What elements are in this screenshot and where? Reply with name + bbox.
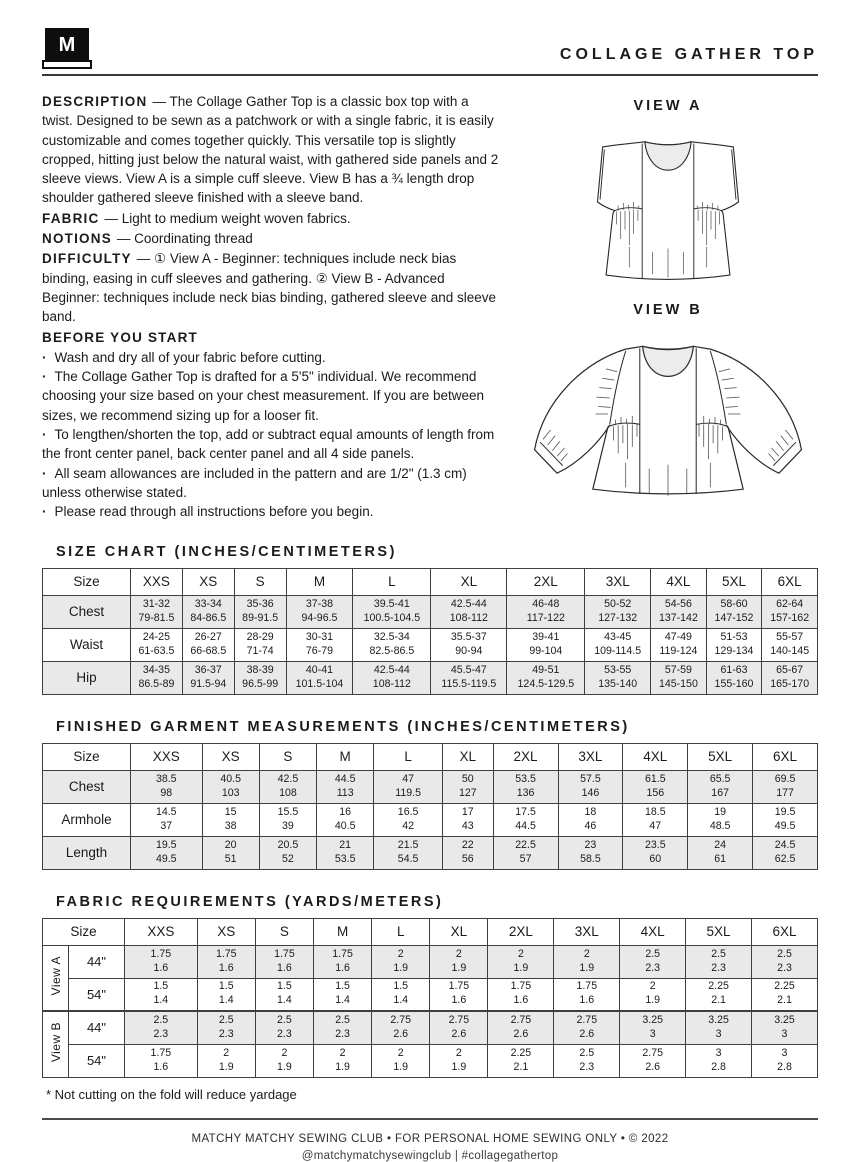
size-header: XXS: [131, 568, 183, 595]
yardage-cell: 2 1.9: [197, 1044, 255, 1077]
measurement-cell: 35.5-37 90-94: [431, 628, 507, 661]
measurement-cell: 50 127: [442, 770, 493, 803]
measurement-cell: 22.5 57: [493, 836, 558, 869]
size-header: XL: [431, 568, 507, 595]
measurement-cell: 57-59 145-150: [651, 661, 707, 694]
measurement-cell: 62-64 157-162: [762, 595, 818, 628]
yardage-cell: 2.5 2.3: [255, 1011, 313, 1044]
measurement-cell: 16.5 42: [374, 803, 443, 836]
size-header: S: [255, 918, 313, 945]
table-row: [43, 770, 818, 803]
yardage-cell: 3.25 3: [752, 1011, 818, 1044]
yardage-cell: 2 1.9: [488, 945, 554, 978]
size-header: 3XL: [558, 743, 623, 770]
views-column: [518, 92, 818, 522]
yardage-cell: 2.25 2.1: [488, 1044, 554, 1077]
yardage-cell: 2 1.9: [372, 945, 430, 978]
table-row: [43, 661, 818, 694]
view-a-title: VIEW A: [633, 98, 703, 114]
measurement-cell: 53.5 136: [493, 770, 558, 803]
brand-logo-icon: [42, 28, 92, 72]
yardage-cell: 2 1.9: [372, 1044, 430, 1077]
measurement-cell: 42.5 108: [259, 770, 316, 803]
measurement-cell: 24 61: [688, 836, 753, 869]
yardage-cell: 2.5 2.3: [620, 945, 686, 978]
measurement-cell: 17 43: [442, 803, 493, 836]
table-header-row: [43, 918, 818, 945]
page-footer: [42, 1118, 818, 1162]
measurement-cell: 36-37 91.5-94: [182, 661, 234, 694]
yardage-cell: 1.75 1.6: [125, 945, 198, 978]
measurement-cell: 24.5 62.5: [753, 836, 818, 869]
measurement-cell: 47-49 119-124: [651, 628, 707, 661]
size-header: 6XL: [762, 568, 818, 595]
view-a-illustration: [542, 116, 794, 288]
view-b-illustration: [518, 320, 818, 508]
size-header: 2XL: [488, 918, 554, 945]
measurement-cell: 15 38: [202, 803, 259, 836]
yardage-cell: 2.5 2.3: [197, 1011, 255, 1044]
yardage-cell: 2 1.9: [430, 945, 488, 978]
measurement-cell: 40.5 103: [202, 770, 259, 803]
measurement-cell: 32.5-34 82.5-86.5: [353, 628, 431, 661]
notions-text: — Coordinating thread: [116, 231, 253, 247]
difficulty-text: — ① View A - Beginner: techniques include neck bias binding, easing in cuff sleeves and gathering. ② View B - Advanced Beginner: techniques include neck bias binding, gathered sleeve and sleeve band.: [42, 251, 497, 325]
yardage-cell: 2.75 2.6: [620, 1044, 686, 1077]
yardage-cell: 1.75 1.6: [125, 1044, 198, 1077]
size-header: XL: [430, 918, 488, 945]
list-item: · Wash and dry all of your fabric before cutting.: [42, 348, 500, 367]
table-row: [43, 595, 818, 628]
page-header: [42, 30, 818, 76]
measurement-cell: 40-41 101.5-104: [286, 661, 353, 694]
row-label: Length: [43, 836, 131, 869]
table-row: [43, 945, 818, 978]
before-you-start-list: [42, 348, 500, 522]
measurement-cell: 47 119.5: [374, 770, 443, 803]
measurement-cell: 26-27 66-68.5: [182, 628, 234, 661]
finished-garment-section: [42, 719, 818, 870]
measurement-cell: 50-52 127-132: [585, 595, 651, 628]
measurement-cell: 53-55 135-140: [585, 661, 651, 694]
yardage-cell: 2.5 2.3: [125, 1011, 198, 1044]
size-header: L: [374, 743, 443, 770]
table-header-row: [43, 568, 818, 595]
measurement-cell: 42.5-44 108-112: [431, 595, 507, 628]
description-paragraph: [42, 92, 500, 208]
size-header: XS: [197, 918, 255, 945]
size-header: M: [313, 918, 371, 945]
yardage-cell: 2 1.9: [430, 1044, 488, 1077]
logo-bar: [42, 60, 92, 69]
size-header: 2XL: [507, 568, 585, 595]
logo-box: [45, 28, 89, 62]
size-header: 5XL: [706, 568, 762, 595]
measurement-cell: 19.5 49.5: [753, 803, 818, 836]
description-label: DESCRIPTION: [42, 94, 148, 109]
size-corner-header: Size: [43, 568, 131, 595]
size-header: 6XL: [752, 918, 818, 945]
yardage-cell: 1.75 1.6: [554, 978, 620, 1011]
measurement-cell: 44.5 113: [317, 770, 374, 803]
measurement-cell: 15.5 39: [259, 803, 316, 836]
yardage-cell: 1.5 1.4: [372, 978, 430, 1011]
yardage-cell: 3.25 3: [686, 1011, 752, 1044]
measurement-cell: 28-29 71-74: [234, 628, 286, 661]
page-title: COLLAGE GATHER TOP: [559, 46, 818, 63]
size-chart-section: [42, 544, 818, 695]
measurement-cell: 34-35 86.5-89: [131, 661, 183, 694]
measurement-cell: 17.5 44.5: [493, 803, 558, 836]
description-text: — The Collage Gather Top is a classic box top with a twist. Designed to be sewn as a patchwork or with a single fabric, it is easily customizable and comes together quickly. This versatile top is slightly cropped, hitting just below the natural waist, with gathered side panels and 2 sleeve views. View A is a simple cuff sleeve. View B has a ¾ length drop shoulder gathered sleeve finished with a sleeve band.: [42, 94, 499, 206]
size-header: 5XL: [688, 743, 753, 770]
measurement-cell: 57.5 146: [558, 770, 623, 803]
fabric-width-label: 54": [69, 978, 125, 1011]
measurement-cell: 69.5 177: [753, 770, 818, 803]
size-header: 4XL: [623, 743, 688, 770]
measurement-cell: 22 56: [442, 836, 493, 869]
list-item: · Please read through all instructions before you begin.: [42, 502, 500, 521]
row-label: Chest: [43, 770, 131, 803]
yardage-cell: 2.5 2.3: [313, 1011, 371, 1044]
measurement-cell: 35-36 89-91.5: [234, 595, 286, 628]
measurement-cell: 23 58.5: [558, 836, 623, 869]
row-label: Armhole: [43, 803, 131, 836]
measurement-cell: 20 51: [202, 836, 259, 869]
before-you-start-label: BEFORE YOU START: [42, 329, 198, 345]
measurement-cell: 61-63 155-160: [706, 661, 762, 694]
yardage-cell: 3 2.8: [752, 1044, 818, 1077]
measurement-cell: 42.5-44 108-112: [353, 661, 431, 694]
row-label: Waist: [43, 628, 131, 661]
measurement-cell: 54-56 137-142: [651, 595, 707, 628]
size-header: 2XL: [493, 743, 558, 770]
measurement-cell: 46-48 117-122: [507, 595, 585, 628]
fabric-paragraph: [42, 209, 500, 228]
yardage-cell: 1.75 1.6: [488, 978, 554, 1011]
measurement-cell: 65.5 167: [688, 770, 753, 803]
measurement-cell: 18.5 47: [623, 803, 688, 836]
fabric-text: — Light to medium weight woven fabrics.: [104, 210, 351, 226]
size-header: 5XL: [686, 918, 752, 945]
finished-garment-title: FINISHED GARMENT MEASUREMENTS (INCHES/CENTIMETERS): [56, 718, 630, 735]
size-header: XS: [182, 568, 234, 595]
table-header-row: [43, 743, 818, 770]
size-header: XS: [202, 743, 259, 770]
yardage-cell: 2.5 2.3: [752, 945, 818, 978]
yardage-cell: 2 1.9: [255, 1044, 313, 1077]
notions-paragraph: [42, 229, 500, 248]
measurement-cell: 20.5 52: [259, 836, 316, 869]
yardage-cell: 1.5 1.4: [197, 978, 255, 1011]
size-header: L: [372, 918, 430, 945]
measurement-cell: 43-45 109-114.5: [585, 628, 651, 661]
size-header: S: [234, 568, 286, 595]
fabric-requirements-table: [42, 918, 818, 1078]
view-b-block: [518, 302, 818, 508]
measurement-cell: 18 46: [558, 803, 623, 836]
measurement-cell: 38-39 96.5-99: [234, 661, 286, 694]
fabric-requirements-title: FABRIC REQUIREMENTS (YARDS/METERS): [56, 893, 444, 910]
table-row: [43, 1011, 818, 1044]
measurement-cell: 24-25 61-63.5: [131, 628, 183, 661]
yardage-cell: 2 1.9: [554, 945, 620, 978]
measurement-cell: 23.5 60: [623, 836, 688, 869]
measurement-cell: 16 40.5: [317, 803, 374, 836]
list-item: · The Collage Gather Top is drafted for a 5'5" individual. We recommend choosing your size based on your chest measurement. If you are between sizes, we recommend sizing up for a looser fit.: [42, 367, 500, 425]
yardage-cell: 2.5 2.3: [554, 1044, 620, 1077]
yardage-cell: 3 2.8: [686, 1044, 752, 1077]
measurement-cell: 39.5-41 100.5-104.5: [353, 595, 431, 628]
yardage-cell: 2 1.9: [620, 978, 686, 1011]
size-header: XL: [442, 743, 493, 770]
size-header: L: [353, 568, 431, 595]
yardage-cell: 1.75 1.6: [430, 978, 488, 1011]
yardage-cell: 1.5 1.4: [313, 978, 371, 1011]
yardage-cell: 2.75 2.6: [430, 1011, 488, 1044]
measurement-cell: 33-34 84-86.5: [182, 595, 234, 628]
yardage-cell: 1.75 1.6: [313, 945, 371, 978]
main-content: [42, 92, 818, 522]
measurement-cell: 19.5 49.5: [131, 836, 203, 869]
size-header: 4XL: [620, 918, 686, 945]
fabric-width-label: 44": [69, 945, 125, 978]
measurement-cell: 30-31 76-79: [286, 628, 353, 661]
table-row: [43, 628, 818, 661]
measurement-cell: 31-32 79-81.5: [131, 595, 183, 628]
measurement-cell: 61.5 156: [623, 770, 688, 803]
yardage-cell: 2.5 2.3: [686, 945, 752, 978]
size-corner-header: Size: [43, 918, 125, 945]
measurement-cell: 45.5-47 115.5-119.5: [431, 661, 507, 694]
difficulty-paragraph: [42, 249, 500, 326]
fabric-width-label: 54": [69, 1044, 125, 1077]
measurement-cell: 19 48.5: [688, 803, 753, 836]
table-row: [43, 836, 818, 869]
list-item: · All seam allowances are included in the pattern and are 1/2" (1.3 cm) unless otherwise stated.: [42, 464, 500, 503]
intro-text-column: [42, 92, 500, 522]
table-row: [43, 1044, 818, 1077]
view-b-title: VIEW B: [633, 302, 703, 318]
size-chart-title: SIZE CHART (INCHES/CENTIMETERS): [56, 543, 397, 560]
measurement-cell: 58-60 147-152: [706, 595, 762, 628]
size-header: S: [259, 743, 316, 770]
yardage-cell: 2.75 2.6: [554, 1011, 620, 1044]
yardage-cell: 1.75 1.6: [197, 945, 255, 978]
size-header: 4XL: [651, 568, 707, 595]
difficulty-label: DIFFICULTY: [42, 251, 132, 267]
fabric-label: FABRIC: [42, 210, 100, 226]
yardage-cell: 2.25 2.1: [752, 978, 818, 1011]
logo-letter: M: [58, 33, 76, 56]
footer-line-1: MATCHY MATCHY SEWING CLUB • FOR PERSONAL HOME SEWING ONLY • © 2022: [191, 1132, 669, 1145]
size-header: M: [286, 568, 353, 595]
measurement-cell: 21 53.5: [317, 836, 374, 869]
fabric-requirements-section: [42, 894, 818, 1102]
yardage-footnote: * Not cutting on the fold will reduce yardage: [46, 1086, 297, 1102]
list-item: · To lengthen/shorten the top, add or subtract equal amounts of length from the front center panel, back center panel and all 4 side panels.: [42, 425, 500, 464]
size-header: 6XL: [753, 743, 818, 770]
measurement-cell: 38.5 98: [131, 770, 203, 803]
measurement-cell: 37-38 94-96.5: [286, 595, 353, 628]
yardage-cell: 2.75 2.6: [488, 1011, 554, 1044]
view-label-text: View A: [48, 955, 63, 996]
size-header: 3XL: [554, 918, 620, 945]
row-label: Hip: [43, 661, 131, 694]
view-label: [43, 1011, 69, 1077]
size-chart-table: [42, 568, 818, 695]
size-header: 3XL: [585, 568, 651, 595]
yardage-cell: 1.5 1.4: [255, 978, 313, 1011]
size-corner-header: Size: [43, 743, 131, 770]
measurement-cell: 65-67 165-170: [762, 661, 818, 694]
measurement-cell: 39-41 99-104: [507, 628, 585, 661]
finished-garment-table: [42, 743, 818, 870]
yardage-cell: 1.75 1.6: [255, 945, 313, 978]
yardage-cell: 1.5 1.4: [125, 978, 198, 1011]
view-label: [43, 945, 69, 1011]
size-header: XXS: [125, 918, 198, 945]
yardage-cell: 2.25 2.1: [686, 978, 752, 1011]
measurement-cell: 21.5 54.5: [374, 836, 443, 869]
measurement-cell: 51-53 129-134: [706, 628, 762, 661]
measurement-cell: 49-51 124.5-129.5: [507, 661, 585, 694]
measurement-cell: 14.5 37: [131, 803, 203, 836]
size-header: M: [317, 743, 374, 770]
notions-label: NOTIONS: [42, 231, 112, 247]
footer-line-2: @matchymatchysewingclub | #collagegathertop: [301, 1149, 559, 1162]
fabric-width-label: 44": [69, 1011, 125, 1044]
measurement-cell: 55-57 140-145: [762, 628, 818, 661]
row-label: Chest: [43, 595, 131, 628]
yardage-cell: 2.75 2.6: [372, 1011, 430, 1044]
size-header: XXS: [131, 743, 203, 770]
yardage-cell: 3.25 3: [620, 1011, 686, 1044]
table-row: [43, 803, 818, 836]
view-label-text: View B: [48, 1021, 63, 1062]
table-row: [43, 978, 818, 1011]
before-you-start-heading: [42, 328, 500, 347]
yardage-cell: 2 1.9: [313, 1044, 371, 1077]
